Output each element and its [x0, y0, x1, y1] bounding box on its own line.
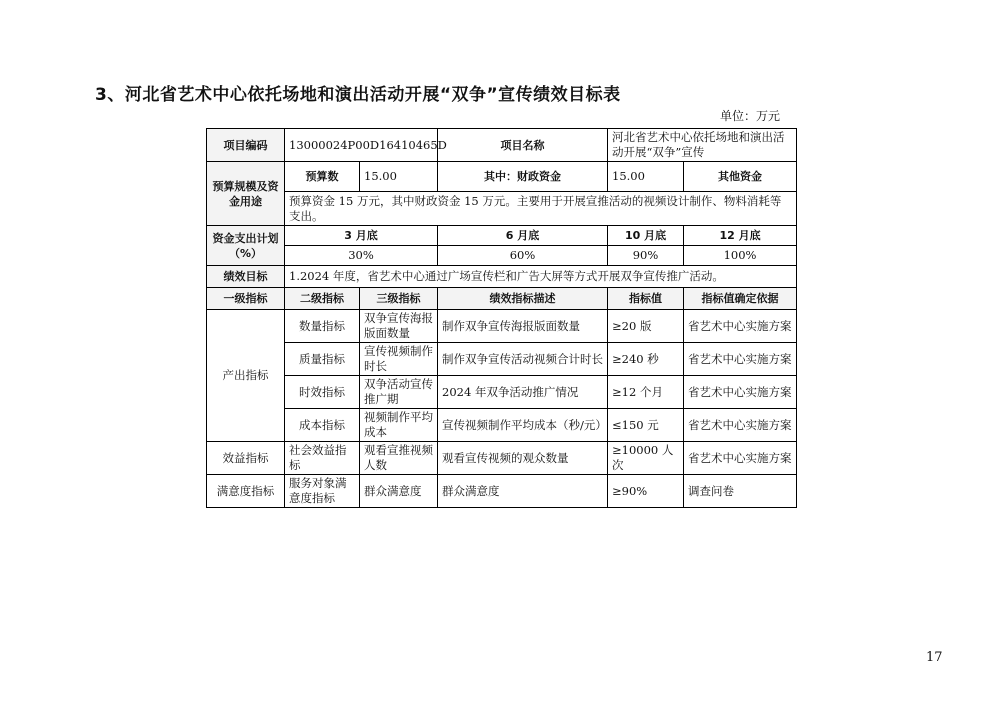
table-row — [207, 310, 797, 343]
spending-month: 10 月底 — [608, 226, 684, 246]
spending-pct: 100% — [684, 246, 797, 266]
level3-indicator: 双争活动宣传推广期 — [360, 376, 438, 409]
indicator-value: ≥240 秒 — [608, 343, 684, 376]
level3-indicator: 双争宣传海报版面数量 — [360, 310, 438, 343]
goal-label: 绩效目标 — [207, 266, 285, 288]
page-title: 3、河北省艺术中心依托场地和演出活动开展“双争”宣传绩效目标表 — [95, 85, 621, 105]
indicator-basis: 省艺术中心实施方案 — [684, 310, 797, 343]
page-number: 17 — [926, 650, 943, 665]
indicator-value: ≥90% — [608, 475, 684, 508]
performance-goal-table — [206, 128, 797, 508]
budget-section-label: 预算规模及资金用途 — [207, 162, 285, 226]
fiscal-funds-amount: 15.00 — [608, 162, 684, 192]
level3-indicator: 观看宣推视频人数 — [360, 442, 438, 475]
column-header: 一级指标 — [207, 288, 285, 310]
spending-pct: 60% — [438, 246, 608, 266]
budget-amount-label: 预算数 — [285, 162, 360, 192]
column-header: 绩效指标描述 — [438, 288, 608, 310]
indicator-description: 2024 年双争活动推广情况 — [438, 376, 608, 409]
spending-pct: 30% — [285, 246, 438, 266]
goal-text: 1.2024 年度，省艺术中心通过广场宣传栏和广告大屏等方式开展双争宣传推广活动。 — [285, 266, 797, 288]
level2-indicator: 质量指标 — [285, 343, 360, 376]
indicator-description: 宣传视频制作平均成本（秒/元） — [438, 409, 608, 442]
column-header: 指标值 — [608, 288, 684, 310]
level2-indicator: 时效指标 — [285, 376, 360, 409]
level3-indicator: 视频制作平均成本 — [360, 409, 438, 442]
table-row — [207, 442, 797, 475]
spending-month: 6 月底 — [438, 226, 608, 246]
level1-indicator: 产出指标 — [207, 310, 285, 442]
level2-indicator: 数量指标 — [285, 310, 360, 343]
level3-indicator: 群众满意度 — [360, 475, 438, 508]
level1-indicator: 效益指标 — [207, 442, 285, 475]
indicator-value: ≥20 版 — [608, 310, 684, 343]
column-header: 二级指标 — [285, 288, 360, 310]
fiscal-funds-label: 其中：财政资金 — [438, 162, 608, 192]
indicator-basis: 省艺术中心实施方案 — [684, 376, 797, 409]
table-row — [207, 475, 797, 508]
budget-amount: 15.00 — [360, 162, 438, 192]
spending-month: 12 月底 — [684, 226, 797, 246]
budget-usage: 预算资金 15 万元，其中财政资金 15 万元。主要用于开展宣推活动的视频设计制作、物料消耗等支出。 — [285, 192, 797, 226]
other-funds-label: 其他资金 — [684, 162, 797, 192]
indicator-description: 观看宣传视频的观众数量 — [438, 442, 608, 475]
indicator-basis: 调查问卷 — [684, 475, 797, 508]
project-code: 13000024P00D16410465D — [285, 129, 438, 162]
level1-indicator: 满意度指标 — [207, 475, 285, 508]
indicator-value: ≥10000 人次 — [608, 442, 684, 475]
table-row — [207, 409, 797, 442]
table-row — [207, 343, 797, 376]
indicator-basis: 省艺术中心实施方案 — [684, 409, 797, 442]
project-name: 河北省艺术中心依托场地和演出活动开展“双争”宣传 — [608, 129, 797, 162]
column-header: 指标值确定依据 — [684, 288, 797, 310]
project-code-label: 项目编码 — [207, 129, 285, 162]
unit-label: 单位：万元 — [720, 109, 781, 123]
indicator-description: 群众满意度 — [438, 475, 608, 508]
indicator-description: 制作双争宣传活动视频合计时长 — [438, 343, 608, 376]
level3-indicator: 宣传视频制作时长 — [360, 343, 438, 376]
indicator-value: ≥12 个月 — [608, 376, 684, 409]
spending-month: 3 月底 — [285, 226, 438, 246]
level2-indicator: 服务对象满意度指标 — [285, 475, 360, 508]
column-header: 三级指标 — [360, 288, 438, 310]
level2-indicator: 社会效益指标 — [285, 442, 360, 475]
spending-pct: 90% — [608, 246, 684, 266]
indicator-basis: 省艺术中心实施方案 — [684, 442, 797, 475]
indicator-description: 制作双争宣传海报版面数量 — [438, 310, 608, 343]
indicator-value: ≤150 元 — [608, 409, 684, 442]
table-row — [207, 376, 797, 409]
indicator-header-row — [207, 288, 797, 310]
spending-plan-label: 资金支出计划（%） — [207, 226, 285, 266]
indicator-basis: 省艺术中心实施方案 — [684, 343, 797, 376]
project-name-label: 项目名称 — [438, 129, 608, 162]
level2-indicator: 成本指标 — [285, 409, 360, 442]
